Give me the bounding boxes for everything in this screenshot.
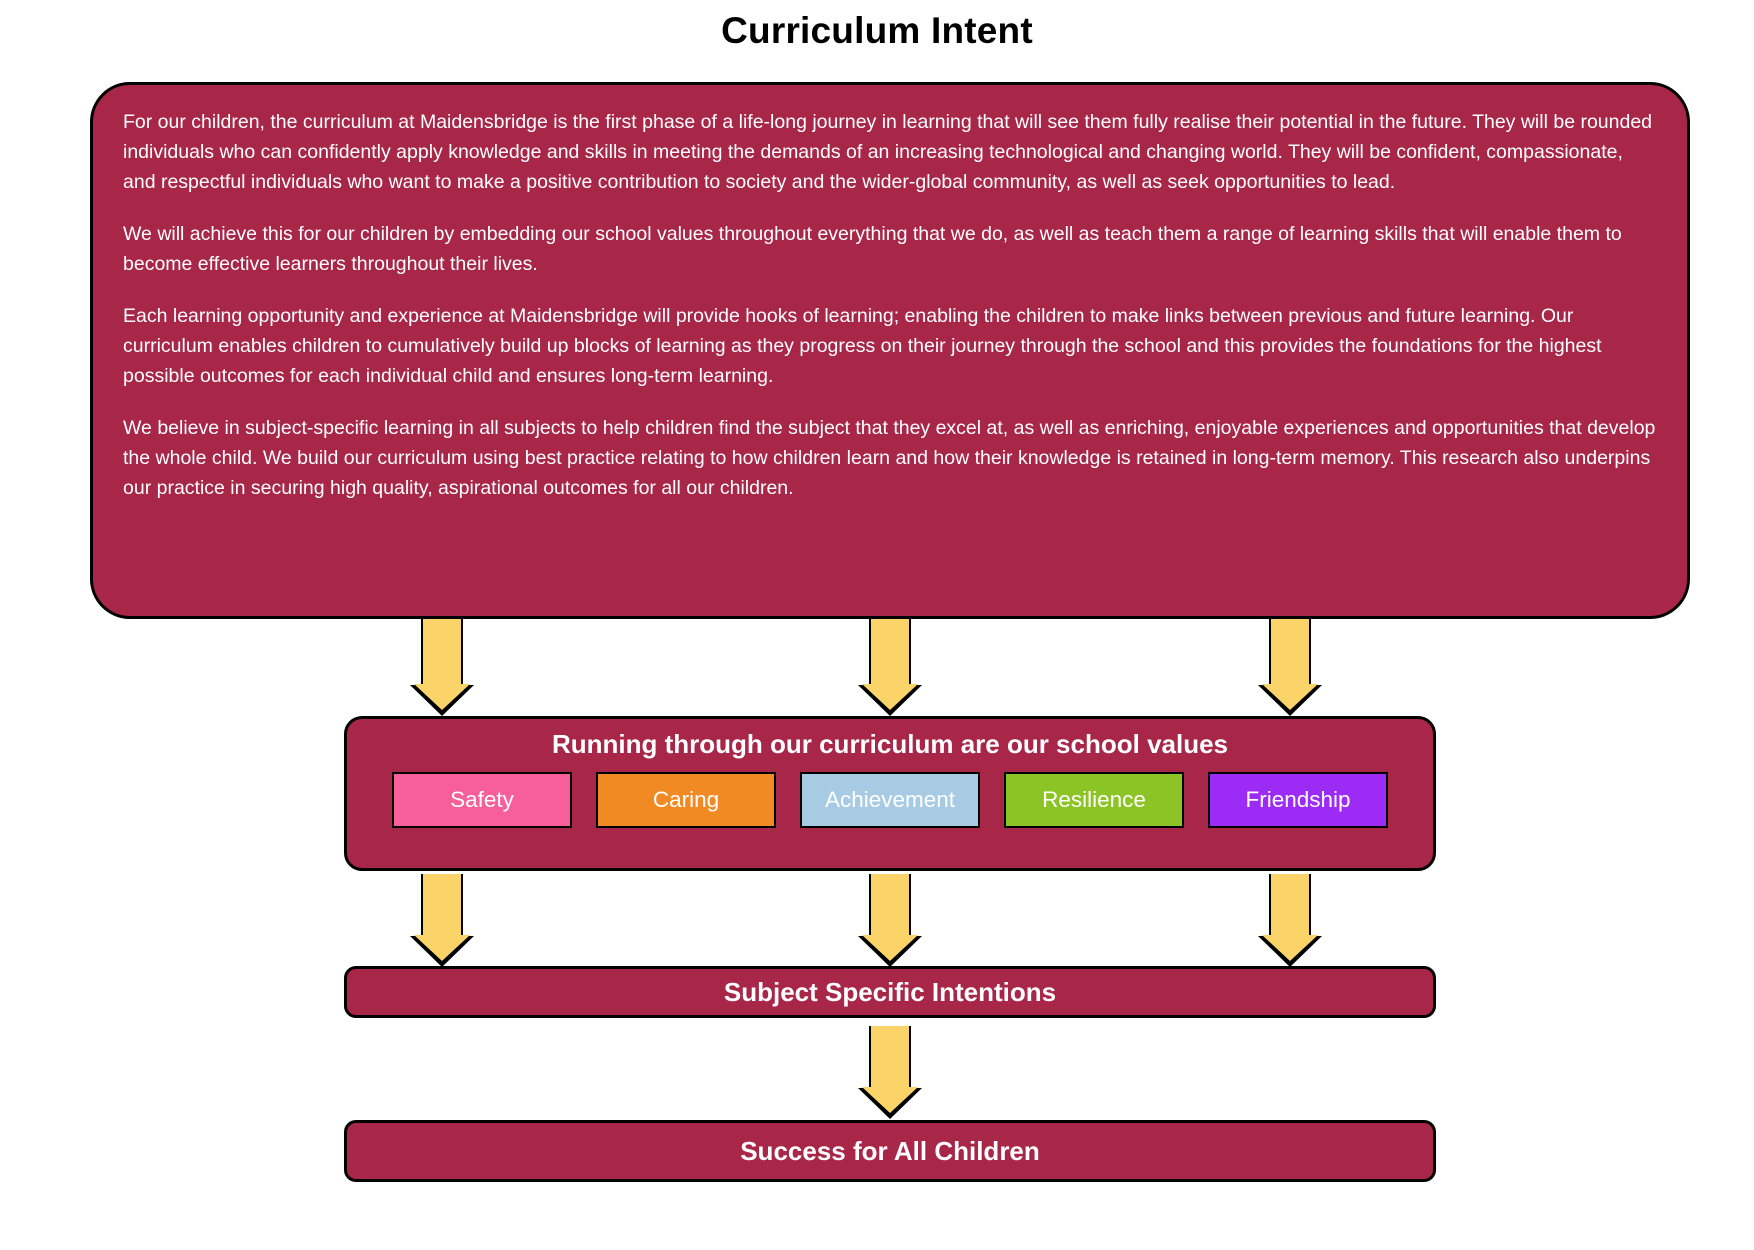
arrow-down-icon <box>858 619 922 686</box>
arrow-down-icon <box>410 874 474 937</box>
value-chip-friendship[interactable]: Friendship <box>1208 772 1388 828</box>
arrow-down-icon <box>410 619 474 686</box>
school-values-row <box>347 772 1433 828</box>
value-chip-resilience[interactable]: Resilience <box>1004 772 1184 828</box>
value-chip-achievement[interactable]: Achievement <box>800 772 980 828</box>
intent-paragraph-1: For our children, the curriculum at Maidensbridge is the first phase of a life-long journey in learning that will see them fully realise their potential in the future. They will be rounded individuals who can confidently apply knowledge and skills in meeting the demands of an increasing technological and changing world. They will be confident, compassionate, and respectful individuals who want to make a positive contribution to society and the wider-global community, as well as seek opportunities to lead. <box>123 111 1653 193</box>
value-chip-safety[interactable]: Safety <box>392 772 572 828</box>
arrow-down-icon <box>1258 619 1322 686</box>
value-chip-caring[interactable]: Caring <box>596 772 776 828</box>
subject-specific-intentions-banner: Subject Specific Intentions <box>344 966 1436 1018</box>
arrow-down-icon <box>858 874 922 937</box>
curriculum-intent-box <box>90 82 1690 619</box>
arrow-down-icon <box>1258 874 1322 937</box>
success-for-all-children-banner: Success for All Children <box>344 1120 1436 1182</box>
arrow-down-icon <box>858 1026 922 1089</box>
intent-paragraph-2: We will achieve this for our children by embedding our school values throughout everything that we do, as well as teach them a range of learning skills that will enable them to become effective learners throughout their lives. <box>123 223 1622 275</box>
school-values-heading: Running through our curriculum are our school values <box>551 729 1229 759</box>
intent-paragraph-4: We believe in subject-specific learning in all subjects to help children find the subject that they excel at, as well as enriching, enjoyable experiences and opportunities that develop the whole child. We build our curriculum using best practice relating to how children learn and how their knowledge is retained in long-term memory. This research also underpins our practice in securing high quality, aspirational outcomes for all our children. <box>123 417 1656 499</box>
intent-paragraph-3: Each learning opportunity and experience at Maidensbridge will provide hooks of learning; enabling the children to make links between previous and future learning. Our curriculum enables children to cumulatively build up blocks of learning as they progress on their journey through the school and this provides the foundations for the highest possible outcomes for each individual child and ensures long-term learning. <box>123 305 1602 387</box>
school-values-box <box>344 716 1436 871</box>
page-title: Curriculum Intent <box>721 10 1033 51</box>
